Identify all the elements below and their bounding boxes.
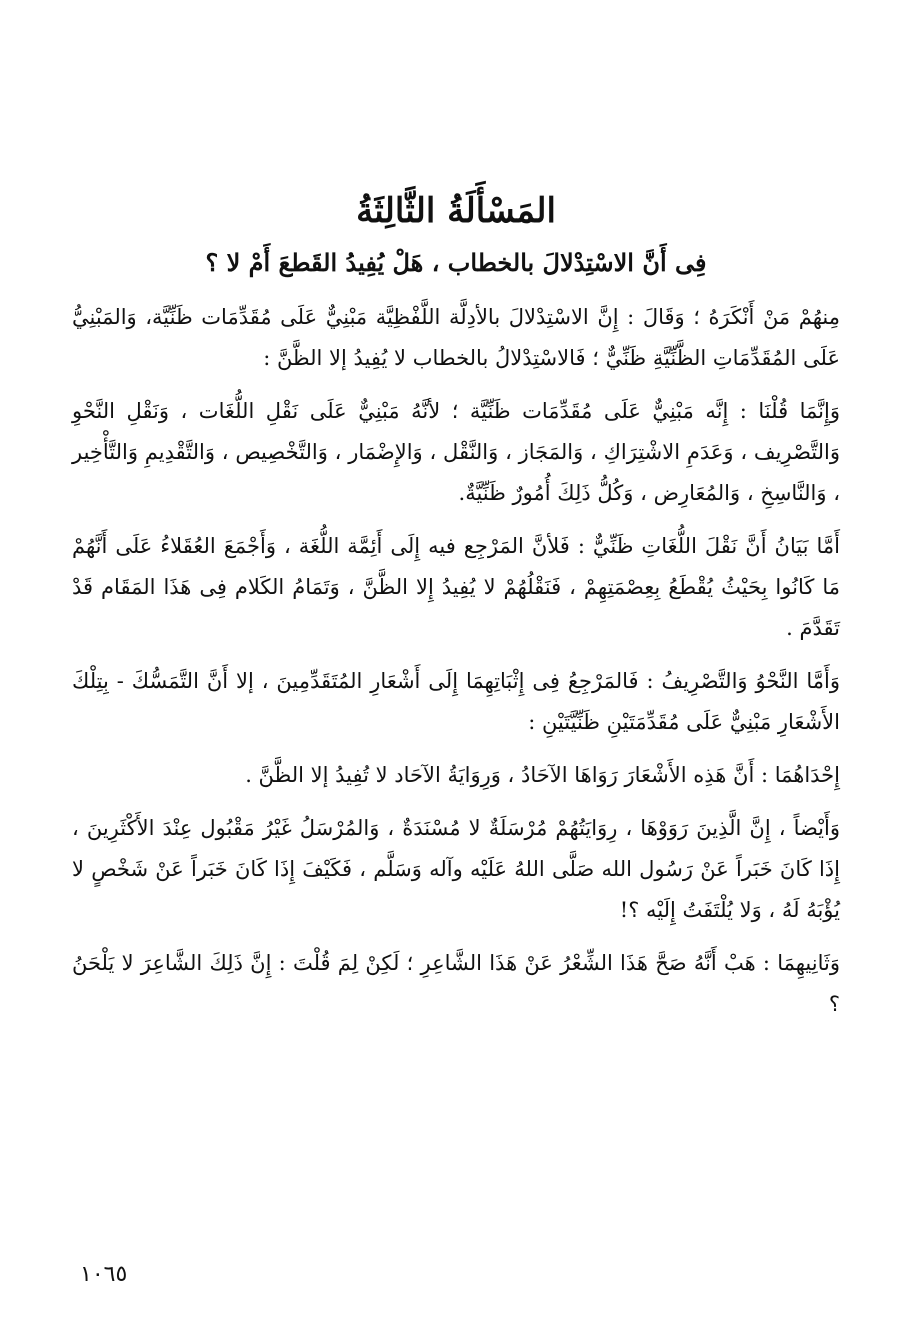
page-content: [72, 185, 840, 1037]
chapter-subtitle: فِى أَنَّ الاسْتِدْلالَ بالخطاب ، هَلْ يُفِيدُ القَطعَ أَمْ لا ؟: [205, 248, 707, 277]
chapter-title: المَسْأَلَةُ الثَّالِثَةُ: [356, 191, 556, 231]
paragraph-2: وَإِنَّمَا قُلْنَا : إِنَّه مَبْنِيٌّ عَلَى مُقَدِّمَات ظَنِّيَّة ؛ لأنَّهُ مَبْنِيٌّ عَلَى نَقْلِ اللُّغَات ، وَنَقْلِ النَّحْوِ وَالتَّصْرِيف ، وَعَدَمِ الاشْتِرَاكِ ، وَالمَجَاز ، وَالنَّقْل ، وَالإِضْمَار ، وَالتَّخْصِيص ، وَالتَّقْدِيمِ وَالتَّأْخِير ، وَالنَّاسِخِ ، وَالمُعَارِض ، وَكُلُّ ذَلِكَ أُمُورٌ ظَنِّيَّةٌ.: [72, 399, 840, 505]
paragraph-4: وَأَمَّا النَّحْوُ وَالتَّصْرِيفُ : فَالمَرْجِعُ فِى إِثْبَاتِهِمَا إِلَى أَشْعَارِ المُتَقَدِّمِينَ ، إلا أَنَّ التَّمَسُّكَ - بِتِلْكَ الأَشْعَارِ مَبْنِيٌّ عَلَى مُقَدِّمَتَيْنِ ظَنِّيَّتَيْنِ :: [72, 669, 840, 734]
paragraph-6: وَأَيْضاً ، إِنَّ الَّذِينَ رَوَوْهَا ، رِوَايَتُهُمْ مُرْسَلَةٌ لا مُسْنَدَةٌ ، وَالمُرْسَلُ غَيْرُ مَقْبُول عِنْدَ الأَكْثَرِينَ ، إِذَا كَانَ خَبَراً عَنْ رَسُول الله صَلَّى اللهُ عَلَيْه وآله وَسَلَّم ، فَكَيْفَ إِذَا كَانَ خَبَراً عَنْ شَخْصٍ لا يُؤْبَهُ لَهُ ، وَلا يُلْتَفَتُ إِلَيْه ؟!: [72, 816, 840, 922]
paragraph-3: أَمَّا بَيَانُ أَنَّ نَقْلَ اللُّغَاتِ ظَنِّيٌّ : فَلأنَّ المَرْجِع فيه إِلَى أَئِمَّة اللُّغَة ، وَأَجْمَعَ العُقَلاءُ عَلَى أَنَّهُمْ مَا كَانُوا بِحَيْثُ يُقْطَعُ بِعِصْمَتِهِمْ ، فَنَقْلُهُمْ لا يُفِيدُ إِلا الظَّنَّ ، وَتَمَامُ الكَلام فِى هَذَا المَقَام قَدْ تَقَدَّمَ .: [72, 534, 840, 640]
paragraph-5: إِحْدَاهُمَا : أَنَّ هَذِه الأَشْعَارَ رَوَاهَا الآحَادُ ، وَرِوَايَةُ الآحَاد لا تُفِيدُ إلا الظَّنَّ .: [245, 763, 840, 787]
page-number: ١٠٦٥: [80, 1262, 128, 1287]
paragraph-1: مِنهُمْ مَنْ أَنْكَرَهُ ؛ وَقَالَ : إِنَّ الاسْتِدْلالَ بالأدِلَّة اللَّفْظِيَّة مَبْنِيٌّ عَلَى مُقَدِّمَات ظَنِّيَّة، وَالمَبْنِيُّ عَلَى المُقَدِّمَاتِ الظَّنِّيَّةِ ظَنِّيٌّ ؛ فَالاسْتِدْلالُ بالخطاب لا يُفِيدُ إلا الظَّنَّ :: [72, 305, 840, 370]
paragraph-7: وَثَانِيهِمَا : هَبْ أَنَّهُ صَحَّ هَذَا الشِّعْرُ عَنْ هَذَا الشَّاعِرِ ؛ لَكِنْ لِمَ قُلْتَ : إِنَّ ذَلِكَ الشَّاعِرَ لا يَلْحَنُ ؟: [72, 951, 840, 1016]
